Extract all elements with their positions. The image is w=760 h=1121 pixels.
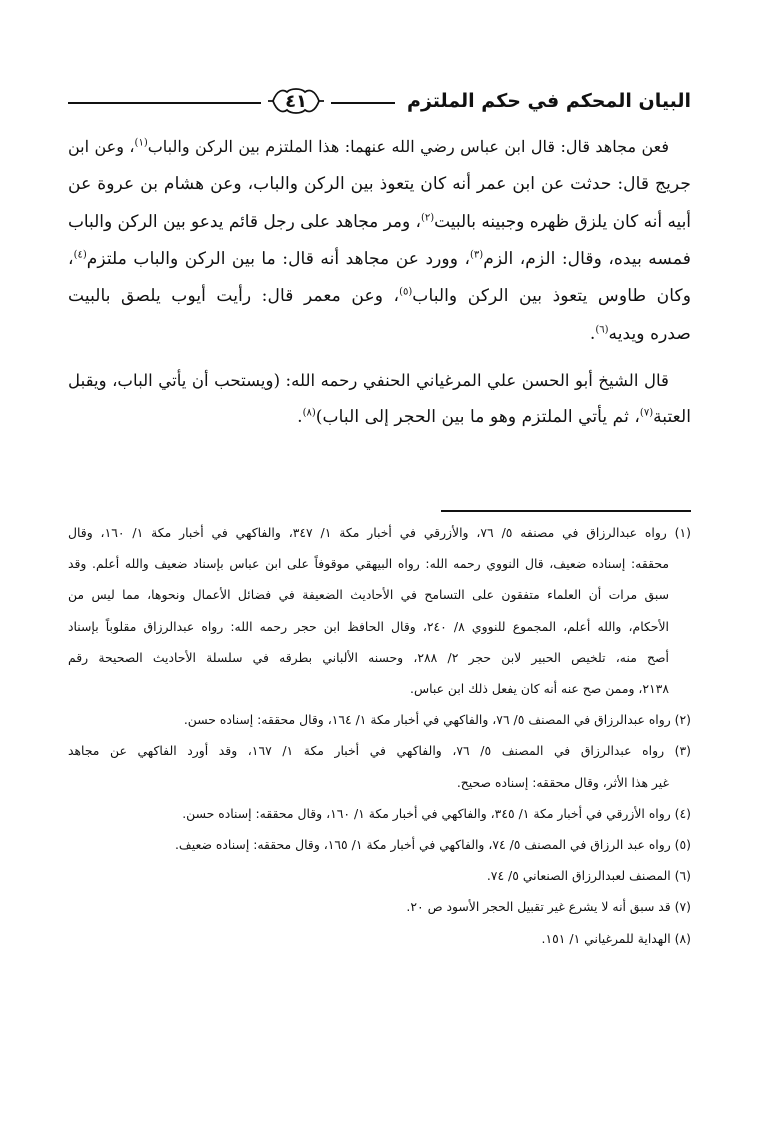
text-line: العتبة$^{(٧)}$، ثم يأتي الملتزم وهو ما بين الحجر إلى الباب)$^{(٨)}$.: [297, 407, 691, 428]
footnote-line: (١) رواه عبدالرزاق في مصنفه ٥/ ٧٦، والأزرقي في أخبار مكة ١/ ٣٤٧، والفاكهي في أخبار مكة ١/ ١٦٠، وقال: [68, 525, 691, 540]
text-line: جريج قال: حدثت عن ابن عمر أنه كان يتعوذ بين الركن والباب، وعن هشام بن عروة عن: [68, 173, 691, 194]
footnote-line: الأحكام، والله أعلم، المجموع للنووي ٨/ ٢٤٠، وقال الحافظ ابن حجر رحمه الله: رواه عبدالرزاق مقلوباً بإسناد: [68, 618, 669, 634]
footnote-line: سبق مرات أن العلماء متفقون على التسامح في الأحاديث الضعيفة في فضائل الأعمال ونحوها، مما ليس من: [68, 587, 669, 603]
page-header: [68, 82, 691, 120]
footnote-ref[interactable]: (٢): [420, 212, 435, 224]
text-line: صدره ويديه$^{(٦)}$.: [589, 323, 691, 344]
footnote-line: (٥) رواه عبد الرزاق في المصنف ٥/ ٧٤، والفاكهي في أخبار مكة ١/ ١٦٥، وقال محققه: إسناده ضعيف.: [174, 837, 691, 853]
footnote-line: غير هذا الأثر، وقال محققه: إسناده صحيح.: [456, 774, 669, 790]
footnote-ref[interactable]: (١): [134, 137, 148, 149]
footnote-line: (٧) قد سبق أنه لا يشرع غير تقبيل الحجر الأسود ص ٢٠.: [406, 899, 691, 915]
main-text: [68, 128, 691, 437]
page-number-badge: [267, 86, 325, 116]
text-line: وكان طاوس يتعوذ بين الركن والباب$^{(٥)}$، وعن معمر قال: رأيت أيوب يلصق بالبيت: [68, 286, 691, 307]
footnote-ref[interactable]: (٧): [639, 407, 654, 419]
text-line: فمسه بيده، وقال: الزم، الزم$^{(٣)}$، وورد عن مجاهد أنه قال: ما بين الركن والباب ملتزم$^{(٤)}$،: [68, 248, 691, 269]
text-line: فعن مجاهد قال: قال ابن عباس رضي الله عنهما: هذا الملتزم بين الركن والباب$^{(١)}$، وعن ابن: [68, 137, 669, 156]
text-line: أبيه أنه كان يلزق ظهره وجبينه بالبيت$^{(٢)}$، ومر مجاهد على رجل قائم يدعو بين الركن والباب: [68, 211, 691, 232]
footnote-line: محققه: إسناده ضعيف، قال النووي رحمه الله: رواه البيهقي موقوفاً على ابن عباس بإسناد ضعيف والله أعلم. وقد: [68, 556, 669, 572]
footnote-ref[interactable]: (٤): [73, 249, 87, 261]
footnotes: [68, 517, 691, 954]
footnote-line: (٨) الهداية للمرغياني ١/ ١٥١.: [541, 930, 691, 946]
header-rule-left: [68, 102, 261, 104]
footnote-line: (٦) المصنف لعبدالرزاق الصنعاني ٥/ ٧٤.: [486, 868, 691, 884]
footnote-line: (٢) رواه عبدالرزاق في المصنف ٥/ ٧٦، والفاكهي في أخبار مكة ١/ ١٦٤، وقال محققه: إسناده حسن.: [183, 712, 691, 728]
text-line: قال الشيخ أبو الحسن علي المرغياني الحنفي رحمه الله: (ويستحب أن يأتي الباب، ويقبل: [68, 370, 669, 390]
footnote-ref[interactable]: (٥): [399, 286, 413, 298]
header-rule-right: [331, 102, 395, 104]
running-title: البيان المحكم في حكم الملتزم: [407, 90, 691, 112]
page-number: ٤١: [285, 90, 308, 112]
footnote-ref[interactable]: (٣): [470, 249, 484, 261]
footnote-line: (٣) رواه عبدالرزاق في المصنف ٥/ ٧٦، والفاكهي في أخبار مكة ١/ ١٦٧، وقد أورد الفاكهي عن مجاهد: [68, 743, 691, 759]
footnote-separator: [441, 510, 691, 512]
footnote-line: (٤) رواه الأزرقي في أخبار مكة ١/ ٣٤٥، والفاكهي في أخبار مكة ١/ ١٦٠، وقال محققه: إسناده حسن.: [182, 805, 691, 821]
footnote-ref[interactable]: (٨): [302, 407, 316, 419]
footnote-line: أصح منه، تلخيص الحبير لابن حجر ٢/ ٢٨٨، وحسنه الألباني بطرقه في سلسلة الأحاديث الصحيحة رقم: [68, 649, 669, 665]
footnote-line: ٢١٣٨، وممن صح عنه أنه كان يفعل ذلك ابن عباس.: [410, 681, 669, 697]
footnote-ref[interactable]: (٦): [595, 324, 609, 336]
